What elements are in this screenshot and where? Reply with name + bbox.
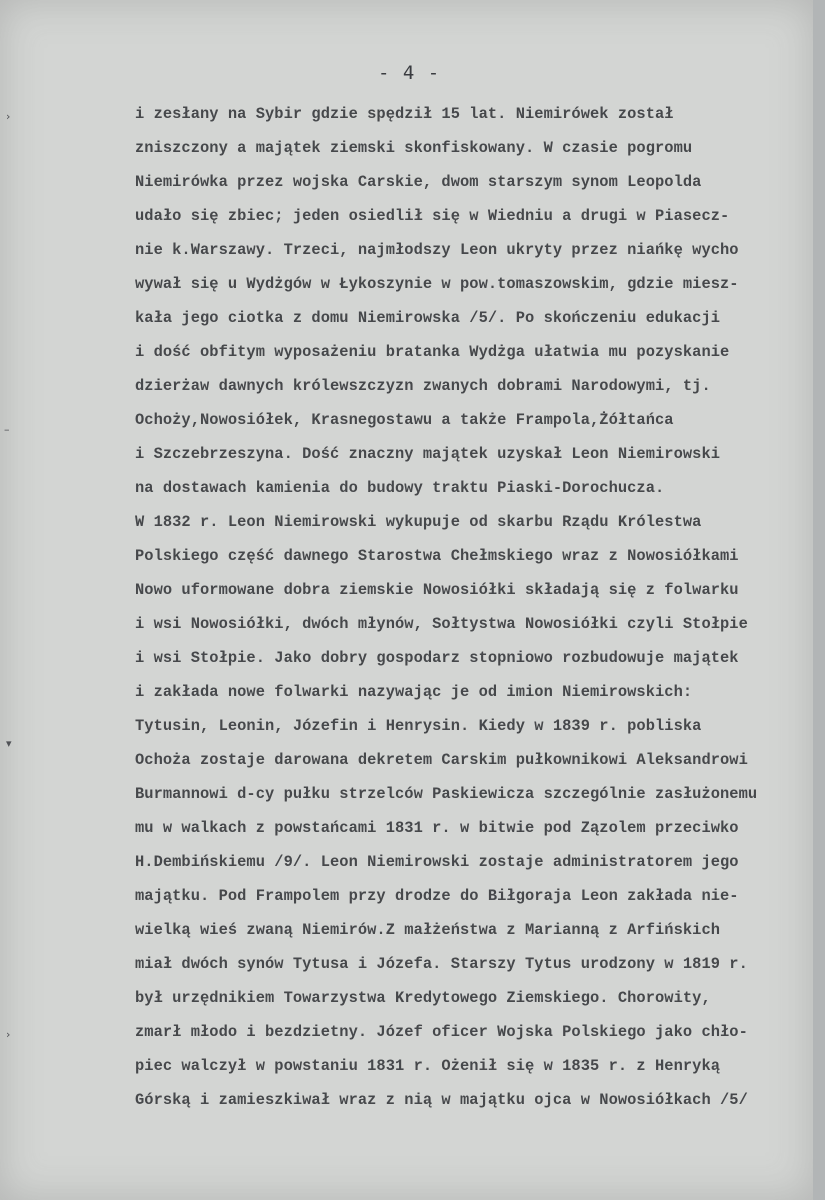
- text-line: W 1832 r. Leon Niemirowski wykupuje od skarbu Rządu Królestwa: [135, 513, 702, 531]
- text-line: kała jego ciotka z domu Niemirowska /5/. Po skończeniu edukacji: [135, 309, 721, 327]
- text-line: Górską i zamieszkiwał wraz z nią w majątku ojca w Nowosiółkach /5/: [135, 1091, 748, 1109]
- text-line: piec walczył w powstaniu 1831 r. Ożenił się w 1835 r. z Henryką: [135, 1057, 721, 1075]
- margin-tick-mark: ▾: [6, 737, 12, 750]
- margin-tick-mark: –: [4, 423, 10, 436]
- text-line: mu w walkach z powstańcami 1831 r. w bitwie pod Zązolem przeciwko: [135, 819, 739, 837]
- margin-tick-mark: ›: [6, 1028, 11, 1041]
- text-line: i Szczebrzeszyna. Dość znaczny majątek uzyskał Leon Niemirowski: [135, 445, 721, 463]
- margin-tick-mark: ›: [6, 110, 11, 123]
- text-line: Burmannowi d-cy pułku strzelców Paskiewicza szczególnie zasłużonemu: [135, 785, 758, 803]
- text-line: majątku. Pod Frampolem przy drodze do Biłgoraja Leon zakłada nie-: [135, 887, 739, 905]
- page-edge: [813, 0, 825, 1200]
- text-line: zmarł młodo i bezdzietny. Józef oficer Wojska Polskiego jako chło-: [135, 1023, 748, 1041]
- text-line: H.Dembińskiemu /9/. Leon Niemirowski zostaje administratorem jego: [135, 853, 739, 871]
- text-line: i wsi Nowosiółki, dwóch młynów, Sołtystwa Nowosiółki czyli Stołpie: [135, 615, 748, 633]
- text-line: był urzędnikiem Towarzystwa Kredytowego Ziemskiego. Chorowity,: [135, 989, 711, 1007]
- text-line: udało się zbiec; jeden osiedlił się w Wiedniu a drugi w Piasecz-: [135, 207, 730, 225]
- text-line: miał dwóch synów Tytusa i Józefa. Starszy Tytus urodzony w 1819 r.: [135, 955, 748, 973]
- text-line: wywał się u Wydżgów w Łykoszynie w pow.tomaszowskim, gdzie miesz-: [135, 275, 739, 293]
- text-line: na dostawach kamienia do budowy traktu Piaski-Dorochucza.: [135, 479, 665, 497]
- text-line: i zesłany na Sybir gdzie spędził 15 lat. Niemirówek został: [135, 105, 674, 123]
- text-line: Niemirówka przez wojska Carskie, dwom starszym synom Leopolda: [135, 173, 702, 191]
- text-line: i zakłada nowe folwarki nazywając je od imion Niemirowskich:: [135, 683, 693, 701]
- text-line: Tytusin, Leonin, Józefin i Henrysin. Kiedy w 1839 r. pobliska: [135, 717, 702, 735]
- text-line: Ochoża zostaje darowana dekretem Carskim pułkownikowi Aleksandrowi: [135, 751, 748, 769]
- text-line: nie k.Warszawy. Trzeci, najmłodszy Leon ukryty przez niańkę wycho: [135, 241, 739, 259]
- text-line: i dość obfitym wyposażeniu bratanka Wydżga ułatwia mu pozyskanie: [135, 343, 730, 361]
- text-line: dzierżaw dawnych królewszczyzn zwanych dobrami Narodowymi, tj.: [135, 377, 711, 395]
- page-number: - 4 -: [378, 62, 441, 84]
- typewritten-text-body: [135, 97, 813, 1117]
- text-line: i wsi Stołpie. Jako dobry gospodarz stopniowo rozbudowuje majątek: [135, 649, 739, 667]
- text-line: zniszczony a majątek ziemski skonfiskowany. W czasie pogromu: [135, 139, 693, 157]
- text-line: Ochoży,Nowosiółek, Krasnegostawu a także Frampola,Żółtańca: [135, 411, 674, 429]
- text-line: Nowo uformowane dobra ziemskie Nowosiółki składają się z folwarku: [135, 581, 739, 599]
- text-line: wielką wieś zwaną Niemirów.Z małżeństwa z Marianną z Arfińskich: [135, 921, 721, 939]
- text-line: Polskiego część dawnego Starostwa Chełmskiego wraz z Nowosiółkami: [135, 547, 739, 565]
